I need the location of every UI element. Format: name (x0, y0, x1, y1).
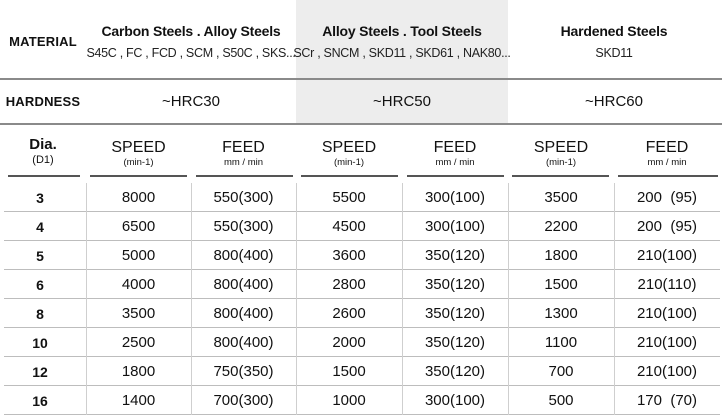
feed-header (191, 134, 296, 174)
material-group-grades: SKD11 (595, 45, 633, 60)
feed-unit: mm / min (647, 157, 687, 168)
feed-header (614, 134, 720, 174)
header-underline (407, 175, 504, 177)
table-row-dia: 6 (36, 276, 44, 293)
table-row-dia: 8 (36, 305, 44, 322)
feed-header (402, 134, 508, 174)
material-group-hardened (508, 14, 720, 68)
speed-cell: 2200 (544, 218, 578, 235)
dia-sub-label: (D1) (32, 154, 54, 166)
speed-cell: 500 (548, 392, 574, 409)
speed-header (296, 134, 402, 174)
column-divider (402, 183, 403, 415)
header-underline (618, 175, 718, 177)
feed-cell: 210(110) (637, 276, 697, 293)
feed-cell: 700(300) (213, 392, 274, 409)
column-divider (86, 183, 87, 415)
speed-cell: 1800 (121, 363, 156, 380)
speed-cell: 1100 (544, 334, 578, 351)
feed-cell: 350(120) (424, 305, 486, 322)
table-row-dia: 10 (32, 334, 48, 351)
material-group-name: Carbon Steels . Alloy Steels (101, 22, 281, 39)
feed-cell: 800(400) (213, 276, 274, 293)
speed-cell: 3500 (121, 305, 156, 322)
speed-cell: 8000 (121, 189, 156, 206)
column-divider (296, 183, 297, 415)
hardness-value: ~HRC60 (585, 92, 643, 110)
speed-unit: (min-1) (123, 157, 154, 168)
material-group-name: Alloy Steels . Tool Steels (322, 22, 482, 39)
speed-unit: (min-1) (333, 157, 365, 168)
speed-cell: 1500 (332, 363, 366, 380)
feed-cell: 210(100) (636, 363, 698, 380)
feed-cell: 300(100) (424, 218, 486, 235)
feed-cell: 170 (70) (636, 392, 698, 409)
speed-label: SPEED (321, 139, 377, 156)
table-row-dia: 5 (36, 247, 44, 264)
speed-cell: 1400 (121, 392, 156, 409)
feed-cell: 210(100) (636, 305, 698, 322)
table-row-dia: 12 (32, 363, 48, 380)
feed-unit: mm / min (435, 157, 475, 168)
feed-unit: mm / min (223, 157, 264, 168)
header-underline (8, 175, 80, 177)
speed-cell: 4500 (332, 218, 366, 235)
speed-cell: 1500 (544, 276, 578, 293)
material-group-name: Hardened Steels (560, 22, 668, 39)
header-underline (90, 175, 187, 177)
speed-label: SPEED (111, 139, 166, 156)
feed-cell: 300(100) (424, 392, 486, 409)
hardness-divider (0, 123, 722, 125)
feed-cell: 350(120) (424, 334, 486, 351)
feed-cell: 210(100) (636, 334, 698, 351)
header-underline (196, 175, 293, 177)
material-group-grades: SCr , SNCM , SKD11 , SKD61 , NAK80... (293, 45, 511, 60)
feed-cell: 800(400) (213, 305, 274, 322)
speed-unit: (min-1) (545, 157, 577, 168)
speed-cell: 2800 (332, 276, 366, 293)
header-underline (301, 175, 398, 177)
feed-label: FEED (222, 139, 265, 156)
table-row-dia: 4 (36, 218, 44, 235)
material-label: MATERIAL (9, 33, 77, 49)
row-divider (4, 414, 720, 415)
speed-cell: 2500 (121, 334, 156, 351)
table-row-dia: 3 (36, 189, 44, 206)
feed-cell: 350(120) (424, 276, 486, 293)
speed-cell: 3600 (332, 247, 366, 264)
speed-cell: 1000 (332, 392, 366, 409)
feed-cell: 350(120) (424, 363, 486, 380)
hardness-value: ~HRC50 (373, 92, 431, 110)
feed-cell: 800(400) (213, 247, 274, 264)
feed-cell: 550(300) (213, 189, 274, 206)
column-divider (508, 183, 509, 415)
dia-label: Dia. (29, 136, 57, 153)
feed-cell: 200 (95) (636, 189, 698, 206)
speed-cell: 2000 (332, 334, 366, 351)
speed-cell: 1800 (544, 247, 578, 264)
speed-cell: 6500 (121, 218, 156, 235)
hardness-value: ~HRC30 (162, 92, 220, 110)
hardness-label: HARDNESS (5, 93, 81, 109)
table-row-dia: 16 (32, 392, 48, 409)
feed-cell: 210(100) (636, 247, 698, 264)
material-group-carbon-alloy (86, 14, 296, 68)
feed-cell: 750(350) (213, 363, 274, 380)
header-underline (512, 175, 609, 177)
feed-cell: 200 (95) (636, 218, 698, 235)
feed-cell: 800(400) (213, 334, 274, 351)
speed-cell: 1300 (544, 305, 578, 322)
column-divider (614, 183, 615, 415)
speed-cell: 3500 (544, 189, 578, 206)
speed-header (508, 134, 614, 174)
speed-cell: 5500 (332, 189, 366, 206)
speed-header (86, 134, 191, 174)
material-group-alloy-tool (293, 14, 511, 68)
column-divider (191, 183, 192, 415)
feed-cell: 300(100) (424, 189, 486, 206)
speed-cell: 700 (548, 363, 574, 380)
feed-cell: 550(300) (213, 218, 274, 235)
feed-cell: 350(120) (424, 247, 486, 264)
speed-cell: 4000 (121, 276, 156, 293)
feed-label: FEED (645, 139, 689, 156)
material-group-grades: S45C , FC , FCD , SCM , S50C , SKS... (86, 45, 296, 60)
speed-cell: 2600 (332, 305, 366, 322)
dia-header (0, 126, 86, 176)
feed-label: FEED (433, 139, 477, 156)
speed-label: SPEED (533, 139, 589, 156)
speed-cell: 5000 (121, 247, 156, 264)
